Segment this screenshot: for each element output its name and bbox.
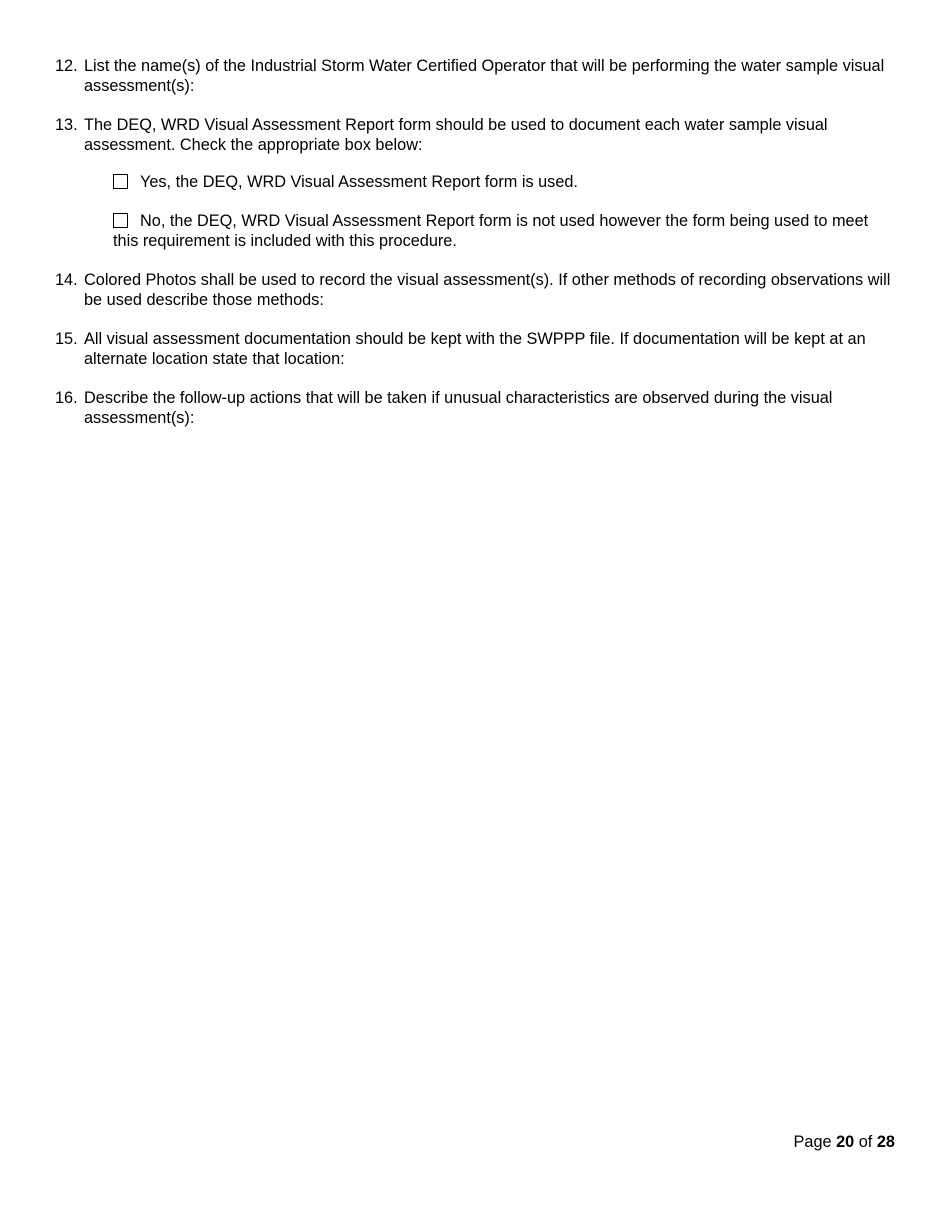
- checkbox-label: No, the DEQ, WRD Visual Assessment Report form is not used however the form being used to meet this requirement is included with this procedure.: [113, 212, 869, 250]
- question-13: [55, 116, 895, 155]
- question-number: 13.: [55, 116, 78, 134]
- question-number: 12.: [55, 57, 78, 75]
- question-12: [55, 57, 895, 96]
- no-checkbox[interactable]: [113, 213, 128, 228]
- total-pages: 28: [876, 1133, 895, 1151]
- question-text: The DEQ, WRD Visual Assessment Report form should be used to document each water sample visual assessment. Check the appropriate box below:: [84, 116, 828, 154]
- question-text: List the name(s) of the Industrial Storm Water Certified Operator that will be performing the water sample visual assessment(s):: [84, 57, 885, 95]
- question-16: [55, 389, 895, 428]
- question-number: 14.: [55, 271, 78, 289]
- question-text: Colored Photos shall be used to record the visual assessment(s). If other methods of recording observations will be used describe those methods:: [84, 271, 891, 309]
- question-14: [55, 271, 895, 310]
- checkbox-label: Yes, the DEQ, WRD Visual Assessment Report form is used.: [140, 173, 578, 191]
- question-text: Describe the follow-up actions that will be taken if unusual characteristics are observed during the visual assessment(s):: [84, 389, 833, 427]
- current-page: 20: [836, 1133, 855, 1151]
- page-word: Page: [793, 1133, 832, 1151]
- question-number: 16.: [55, 389, 78, 407]
- question-text: All visual assessment documentation should be kept with the SWPPP file. If documentation will be kept at an alternate location state that location:: [84, 330, 866, 368]
- page-number: [794, 1133, 895, 1153]
- yes-checkbox[interactable]: [113, 174, 128, 189]
- checkbox-option-no[interactable]: [113, 212, 873, 251]
- question-15: [55, 330, 895, 369]
- question-number: 15.: [55, 330, 78, 348]
- checkbox-option-yes[interactable]: [113, 173, 873, 193]
- of-word: of: [858, 1133, 873, 1151]
